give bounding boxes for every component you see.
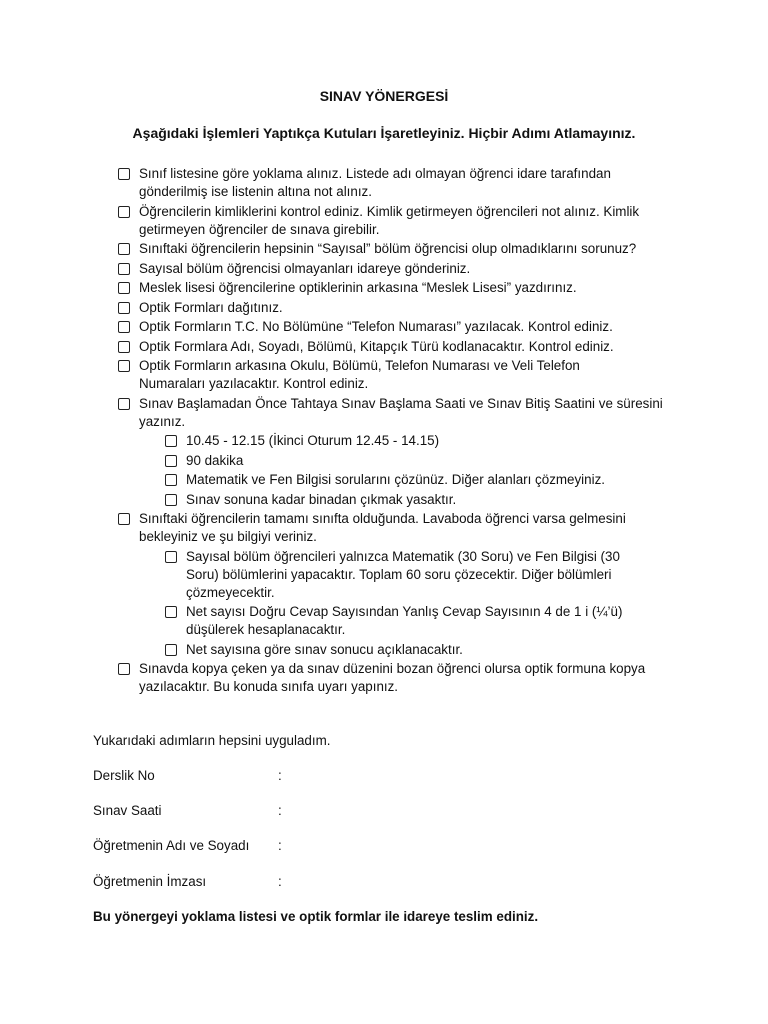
checklist-subitem — [165, 548, 656, 602]
checklist-item-text: Optik Formların arkasına Okulu, Bölümü, Telefon Numarası ve Veli Telefon Numaraları yazılacaktır. Kontrol ediniz. — [139, 358, 580, 391]
checklist-item — [118, 338, 678, 356]
checklist-subitem — [165, 432, 678, 450]
checklist-item — [118, 260, 678, 278]
checkbox[interactable] — [118, 302, 130, 314]
instruction-heading: Aşağıdaki İşlemleri Yaptıkça Kutuları İşaretleyiniz. Hiçbir Adımı Atlamayınız. — [132, 125, 636, 141]
checklist-item-text: Sınıftaki öğrencilerin hepsinin “Sayısal” bölüm öğrencisi olup olmadıklarını sorunuz? — [139, 241, 637, 256]
checklist-item — [118, 510, 664, 546]
checkbox[interactable] — [165, 644, 177, 656]
field-label: Öğretmenin İmzası — [93, 874, 207, 889]
checklist-item-text: Optik Formlara Adı, Soyadı, Bölümü, Kitapçık Türü kodlanacaktır. Kontrol ediniz. — [139, 338, 614, 354]
checkbox[interactable] — [118, 360, 130, 372]
checklist-subitem — [165, 491, 678, 509]
field-label: Derslik No — [93, 768, 155, 783]
confirmation-text: Yukarıdaki adımların hepsini uyguladım. — [93, 733, 331, 748]
checkbox[interactable] — [118, 206, 130, 218]
checklist-item — [118, 299, 678, 317]
checkbox[interactable] — [118, 243, 130, 255]
checklist-item-text: 90 dakika — [186, 452, 244, 468]
checkbox[interactable] — [118, 321, 130, 333]
field-teacher-name — [93, 837, 393, 855]
checkbox[interactable] — [165, 494, 177, 506]
footer-note: Bu yönergeyi yoklama listesi ve optik formlar ile idareye teslim ediniz. — [93, 909, 539, 924]
checklist-item — [118, 395, 664, 431]
field-classroom-no — [93, 767, 393, 785]
checklist-item-text: Matematik ve Fen Bilgisi sorularını çözünüz. Diğer alanları çözmeyiniz. — [186, 472, 605, 487]
page-title: SINAV YÖNERGESİ — [319, 88, 449, 104]
field-colon: : — [278, 803, 282, 818]
checklist-item-text: Net sayısı Doğru Cevap Sayısından Yanlış Cevap Sayısının 4 de 1 i (¼’ü) düşülerek hesaplanacaktır. — [186, 604, 623, 637]
checkbox[interactable] — [118, 282, 130, 294]
field-colon: : — [278, 874, 282, 889]
field-exam-time — [93, 802, 393, 820]
checklist-item — [118, 318, 678, 336]
checklist-subitem — [165, 603, 656, 639]
checklist-item-text: Meslek lisesi öğrencilerine optiklerinin arkasına “Meslek Lisesi” yazdırınız. — [139, 280, 577, 295]
checklist-item-text: Optik Formları dağıtınız. — [139, 299, 283, 315]
checklist-item-text: Sınav sonuna kadar binadan çıkmak yasaktır. — [186, 491, 457, 507]
checklist-item — [118, 660, 649, 696]
checklist-item-text: Sayısal bölüm öğrencileri yalnızca Matematik (30 Soru) ve Fen Bilgisi (30 Soru) bölümlerini yapacaktır. Toplam 60 soru çözecektir. Diğer bölümleri çözmeyecektir. — [186, 548, 620, 600]
checklist-subitem — [165, 641, 678, 659]
checkbox[interactable] — [165, 606, 177, 618]
checklist-item-text: Sayısal bölüm öğrencisi olmayanları idareye gönderiniz. — [139, 260, 471, 276]
checkbox[interactable] — [118, 398, 130, 410]
checklist-item-text: Sınav Başlamadan Önce Tahtaya Sınav Başlama Saati ve Sınav Bitiş Saatini ve süresini yazınız. — [139, 395, 663, 429]
field-label: Sınav Saati — [93, 803, 162, 818]
checklist-item-text: Sınıf listesine göre yoklama alınız. Listede adı olmayan öğrenci idare tarafından gönderilmiş ise listenin altına not alınız. — [139, 166, 611, 199]
checklist-item — [118, 240, 678, 258]
checklist-item-text: 10.45 - 12.15 (İkinci Oturum 12.45 - 14.15) — [186, 433, 440, 448]
checkbox[interactable] — [165, 551, 177, 563]
checklist-item — [118, 357, 619, 393]
checklist-item-text: Net sayısına göre sınav sonucu açıklanacaktır. — [186, 641, 463, 657]
field-teacher-signature — [93, 873, 393, 891]
checkbox[interactable] — [118, 513, 130, 525]
checklist-item-text: Sınıftaki öğrencilerin tamamı sınıfta olduğunda. Lavaboda öğrenci varsa gelmesini bekleyiniz ve şu bilgiyi veriniz. — [139, 511, 626, 544]
checklist-item — [118, 203, 679, 239]
checkbox[interactable] — [118, 341, 130, 353]
checklist-item-text: Optik Formların T.C. No Bölümüne “Telefon Numarası” yazılacak. Kontrol ediniz. — [139, 319, 613, 334]
field-label: Öğretmenin Adı ve Soyadı — [93, 838, 250, 853]
checkbox[interactable] — [118, 263, 130, 275]
checklist-item — [118, 279, 678, 297]
checklist-subitem — [165, 471, 678, 489]
checklist-item-text: Sınavda kopya çeken ya da sınav düzenini bozan öğrenci olursa optik formuna kopya yazılacaktır. Bu konuda sınıfa uyarı yapınız. — [139, 661, 646, 694]
checklist-item — [118, 165, 659, 201]
checklist — [118, 165, 678, 698]
checklist-subitem — [165, 452, 678, 470]
checkbox[interactable] — [165, 474, 177, 486]
checkbox[interactable] — [118, 663, 130, 675]
checkbox[interactable] — [118, 168, 130, 180]
checklist-item-text: Öğrencilerin kimliklerini kontrol ediniz. Kimlik getirmeyen öğrencileri not alınız. Kimlik getirmeyen öğrenciler de sınava girebilir. — [139, 203, 640, 237]
field-colon: : — [278, 768, 282, 783]
checkbox[interactable] — [165, 455, 177, 467]
field-colon: : — [278, 838, 282, 853]
checkbox[interactable] — [165, 435, 177, 447]
